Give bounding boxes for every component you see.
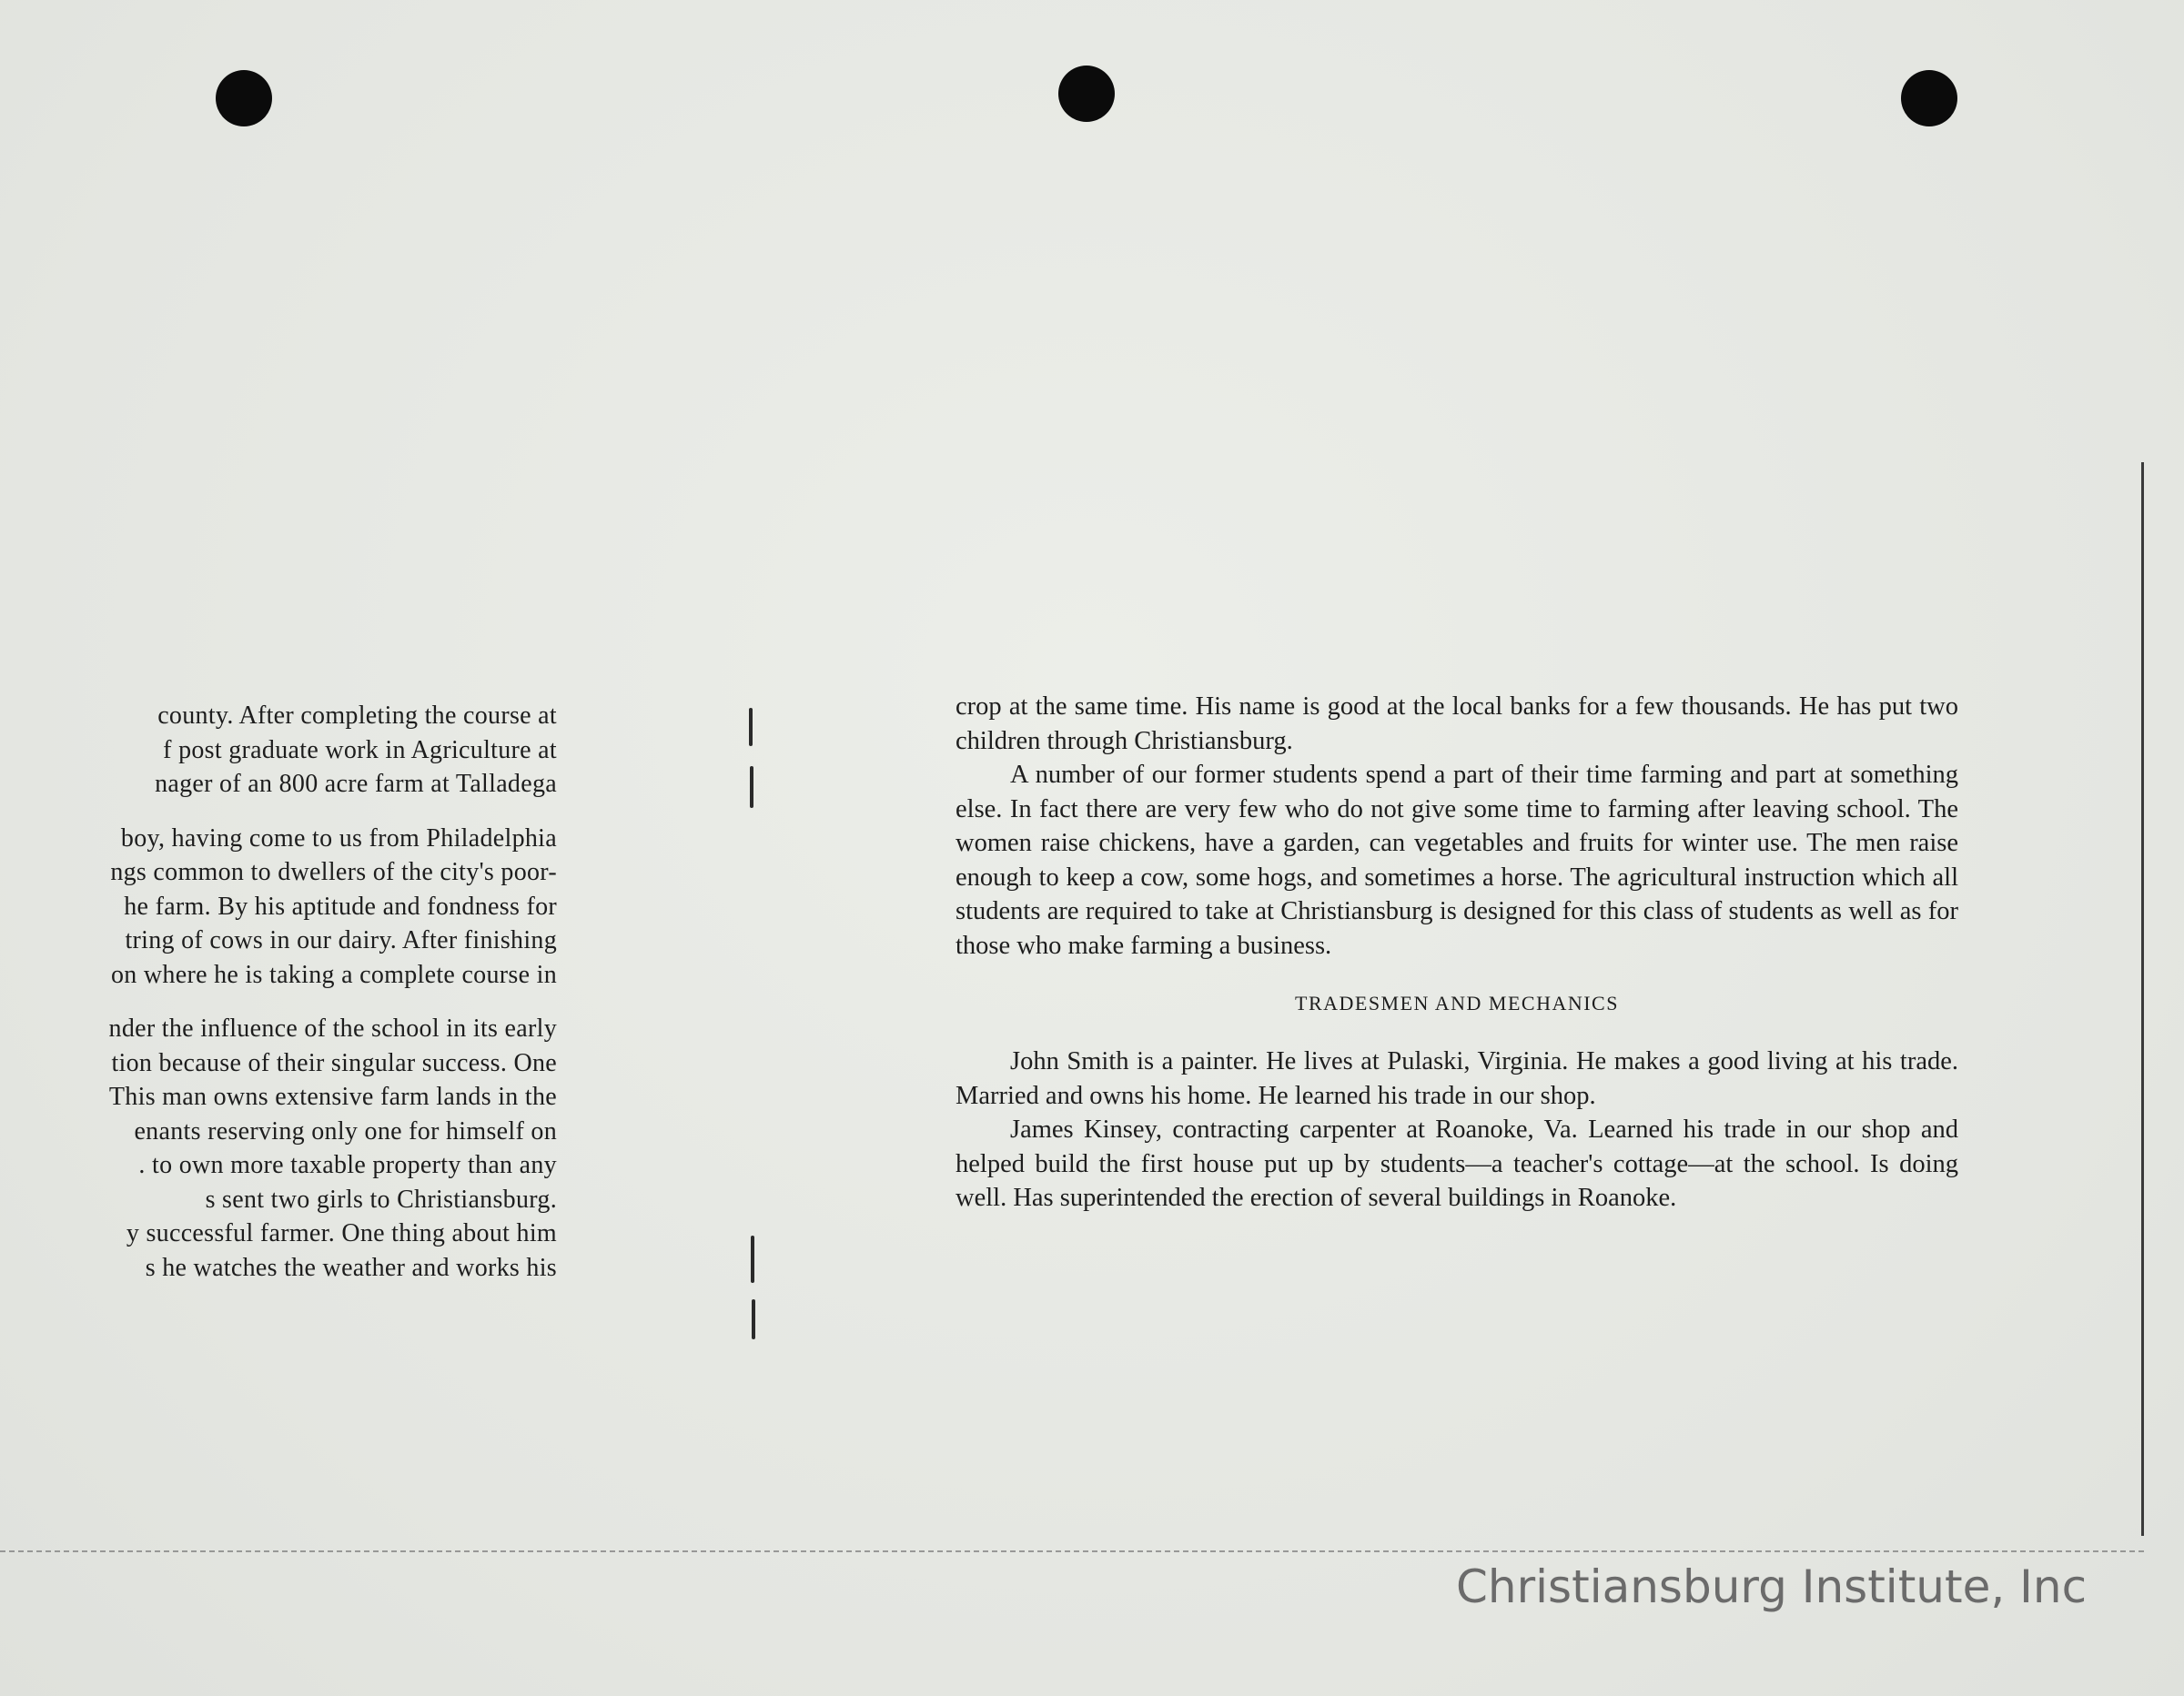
binding-staple-mark xyxy=(749,708,753,746)
binding-staple-mark xyxy=(752,1299,755,1339)
left-paragraph-3 xyxy=(0,1012,557,1285)
binding-staple-mark xyxy=(751,1236,754,1283)
punch-hole-center xyxy=(1058,66,1115,122)
text-line: enants reserving only one for himself on xyxy=(134,1116,557,1146)
right-paragraph-1: crop at the same time. His name is good at the local banks for a few thousands. He has put two children through Christiansburg. xyxy=(956,692,1958,755)
binding-staple-mark xyxy=(750,766,753,808)
punch-hole-left xyxy=(216,70,272,126)
right-paragraph-2: A number of our former students spend a part of their time farming and part at something else. In fact there are very few who do not give some time to farming after leaving school. The women raise chickens, have a garden, can vegetables and fruits for winter use. The men raise enough to keep a cow, some hogs, and sometimes a horse. The agricultural instruction which all students are required to take at Christiansburg is designed for this class of students as well as for those who make farming a business. xyxy=(956,761,1958,960)
right-page-text xyxy=(956,690,1958,1216)
page-edge-right xyxy=(2141,462,2144,1536)
right-paragraph-4: James Kinsey, contracting carpenter at Roanoke, Va. Learned his trade in our shop and helped build the first house put up by students—a teacher's cottage—at the school. Is doing well. Has superintended the erection of several buildings in Roanoke. xyxy=(956,1116,1958,1212)
text-line: s he watches the weather and works his xyxy=(145,1253,557,1282)
text-line: county. After completing the course at xyxy=(157,702,557,730)
text-line: ngs common to dwellers of the city's poor- xyxy=(110,858,557,886)
text-line: s sent two girls to Christiansburg. xyxy=(205,1185,557,1214)
text-line: y successful farmer. One thing about him xyxy=(126,1219,557,1247)
left-page-text xyxy=(0,699,557,1285)
text-line: nager of an 800 acre farm at Talladega xyxy=(155,770,557,798)
punch-hole-right xyxy=(1901,70,1957,126)
watermark-text: Christiansburg Institute, Inc xyxy=(1456,1560,2088,1613)
right-paragraph-3: John Smith is a painter. He lives at Pulaski, Virginia. He makes a good living at his trade. Married and owns his home. He learned his trade in our shop. xyxy=(956,1047,1958,1110)
text-line: tring of cows in our dairy. After finishing xyxy=(125,926,557,954)
text-line: tion because of their singular success. One xyxy=(111,1048,557,1077)
text-line: f post graduate work in Agriculture at xyxy=(163,735,557,764)
left-paragraph-2 xyxy=(0,822,557,993)
text-line: This man owns extensive farm lands in the xyxy=(108,1083,557,1111)
text-line: boy, having come to us from Philadelphia xyxy=(120,823,557,853)
section-heading: TRADESMEN AND MECHANICS xyxy=(1295,992,1619,1015)
text-line: he farm. By his aptitude and fondness for xyxy=(124,892,557,921)
text-line: nder the influence of the school in its early xyxy=(108,1015,557,1043)
page-edge-bottom xyxy=(0,1550,2144,1552)
text-line: on where he is taking a complete course in xyxy=(111,960,557,989)
left-paragraph-1 xyxy=(0,699,557,802)
text-line: . to own more taxable property than any xyxy=(138,1151,557,1179)
